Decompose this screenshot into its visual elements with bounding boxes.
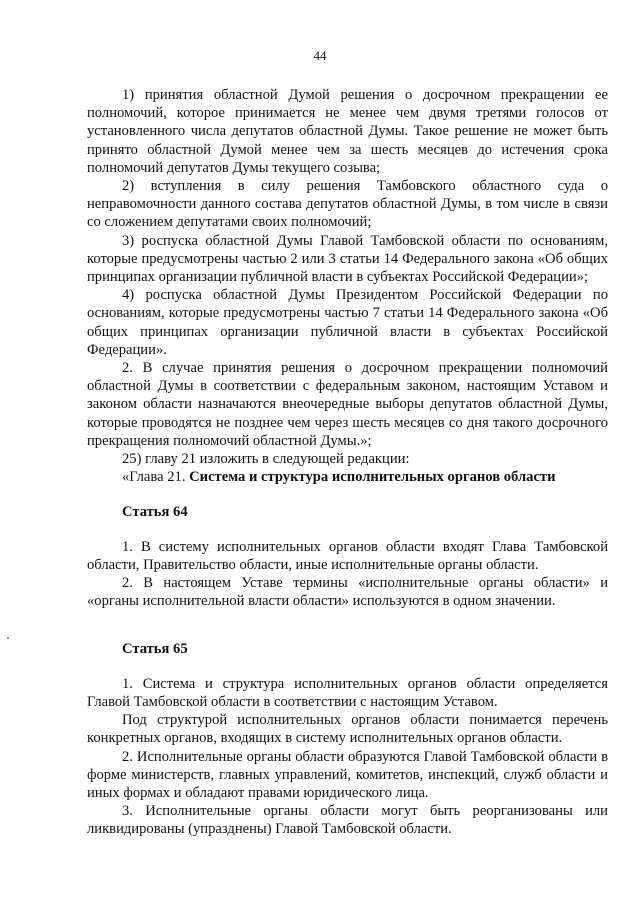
chapter-heading bbox=[87, 468, 608, 486]
paragraph-clause-2: 2. В случае принятия решения о досрочном прекращении полномочий областной Думы в соответствии с федеральным законом, настоящим Уставом и законом области назначаются внеочередные выборы депутатов областной Думы, которые проводятся не позднее чем через шесть месяцев со дня такого досрочного прекращения полномочий областной Думы.»; bbox=[87, 360, 608, 449]
spacer bbox=[87, 522, 608, 538]
article-65-heading: Статья 65 bbox=[122, 641, 188, 658]
amendment-line: 25) главу 21 изложить в следующей редакции: bbox=[122, 451, 410, 468]
article-65-paragraph-3: 2. Исполнительные органы области образуются Главой Тамбовской области в форме министерств, главных управлений, комитетов, инспекций, служб области и иных формах и обладают правами юридического лица. bbox=[87, 748, 608, 801]
scan-artifact bbox=[7, 637, 9, 639]
paragraph-item-3: 3) роспуска областной Думы Главой Тамбовской области по основаниям, которые предусмотрены частью 2 или 3 статьи 14 Федерального закона «Об общих принципах организации публичной власти в субъектах Российской Федерации»; bbox=[87, 232, 608, 286]
document-body bbox=[87, 86, 608, 839]
spacer bbox=[87, 486, 608, 503]
paragraph-item-1: 1) принятия областной Думой решения о досрочном прекращении ее полномочий, которое принимается не менее чем двумя третями голосов от установленного числа депутатов областной Думы. Такое решение не может быть принято областной Думой менее чем за шесть месяцев до истечения срока полномочий депутатов Думы текущего созыва; bbox=[87, 87, 608, 176]
page-number: 44 bbox=[313, 48, 327, 63]
chapter-title: Система и структура исполнительных органов области bbox=[189, 469, 556, 486]
chapter-prefix: «Глава 21. bbox=[122, 469, 190, 486]
spacer bbox=[87, 659, 608, 675]
article-65-paragraph-1: 1. Система и структура исполнительных органов области определяется Главой Тамбовской области в соответствии с настоящим Уставом. bbox=[87, 675, 608, 710]
article-64-paragraph-2: 2. В настоящем Уставе термины «исполнительные органы области» и «органы исполнительной власти области» используются в одном значении. bbox=[87, 575, 608, 610]
article-65-paragraph-2: Под структурой исполнительных органов области понимается перечень конкретных органов, входящих в систему исполнительных органов области. bbox=[87, 712, 608, 747]
spacer bbox=[87, 610, 608, 640]
article-64-paragraph-1: 1. В систему исполнительных органов области входят Глава Тамбовской области, Правительство области, иные исполнительные органы области. bbox=[87, 538, 608, 573]
paragraph-item-4: 4) роспуска областной Думы Президентом Российской Федерации по основаниям, которые предусмотрены частью 7 статьи 14 Федерального закона «Об общих принципах организации публичной власти в субъектах Российской Федерации». bbox=[87, 287, 608, 358]
article-64-heading: Статья 64 bbox=[122, 504, 188, 521]
article-65-paragraph-4: 3. Исполнительные органы области могут быть реорганизованы или ликвидированы (упразднены) Главой Тамбовской области. bbox=[87, 803, 608, 838]
paragraph-item-2: 2) вступления в силу решения Тамбовского областного суда о неправомочности данного состава депутатов областной Думы, в том числе в связи со сложением депутатами своих полномочий; bbox=[87, 178, 608, 231]
